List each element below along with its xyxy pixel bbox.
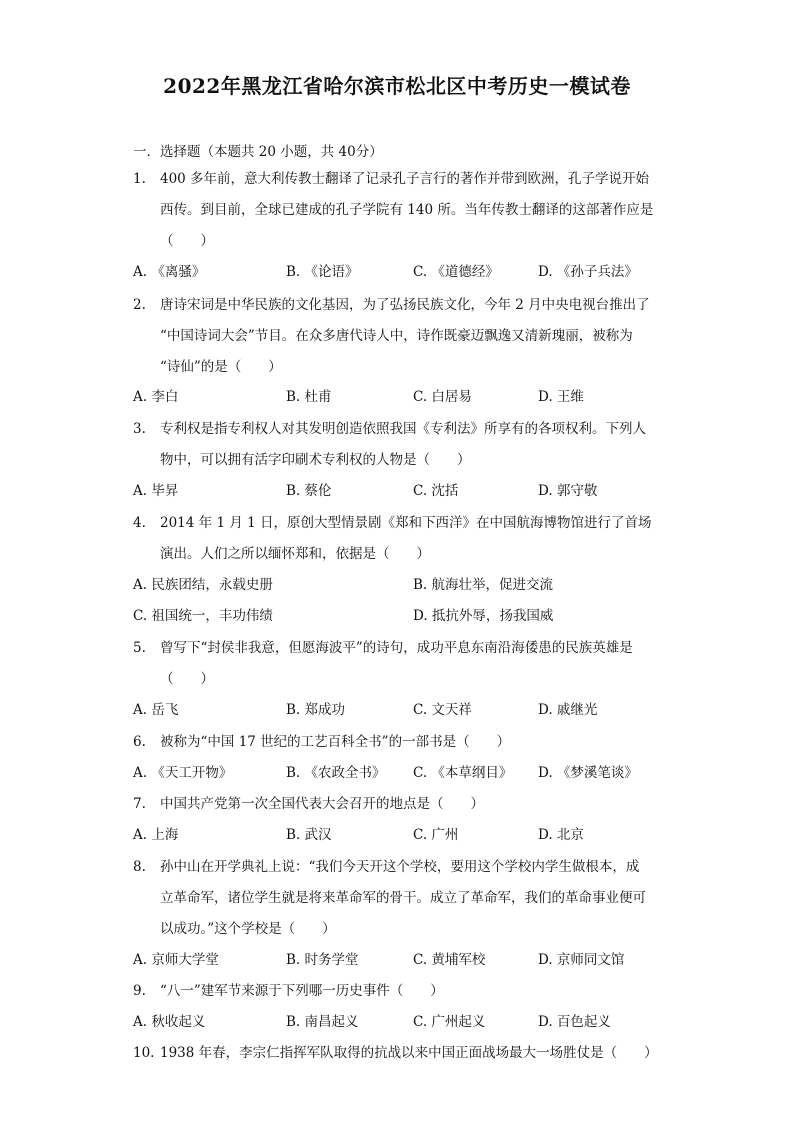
option-b[interactable]: B. 《论语》 xyxy=(286,264,359,280)
question-number: 9. xyxy=(133,983,146,999)
option-a[interactable]: A. 《离骚》 xyxy=(133,264,206,280)
option-a[interactable]: A. 岳飞 xyxy=(133,702,179,718)
question-number: 5. xyxy=(133,640,146,656)
option-b[interactable]: B. 时务学堂 xyxy=(286,952,359,968)
option-d[interactable]: D. 《孙子兵法》 xyxy=(538,264,638,280)
question-text-line: 西传。到目前，全球已建成的孔子学院有 140 所。当年传教士翻译的这部著作应是 xyxy=(160,202,654,218)
option-d[interactable]: D. 王维 xyxy=(538,389,584,405)
question-text-line: “诗仙”的是（ ） xyxy=(160,359,282,375)
option-c[interactable]: C. 祖国统一，丰功伟绩 xyxy=(133,608,273,624)
option-b[interactable]: B. 南昌起义 xyxy=(286,1014,359,1030)
question-number: 1. xyxy=(133,171,146,187)
option-a[interactable]: A. 上海 xyxy=(133,827,179,843)
question-number: 2. xyxy=(133,297,146,313)
option-d[interactable]: D. 抵抗外辱，扬我国威 xyxy=(413,608,554,624)
question-number: 3. xyxy=(133,421,146,437)
option-d[interactable]: D. 百色起义 xyxy=(538,1014,611,1030)
option-b[interactable]: B. 杜甫 xyxy=(286,389,332,405)
question-text-line: 演出。人们之所以缅怀郑和，依据是（ ） xyxy=(160,546,430,562)
question-text-line: 孙中山在开学典礼上说：“我们今天开这个学校，要用这个学校内学生做根本，成 xyxy=(160,859,640,875)
option-c[interactable]: C. 黄埔军校 xyxy=(413,952,486,968)
question-text-line: （ ） xyxy=(160,671,214,687)
option-a[interactable]: A. 《天工开物》 xyxy=(133,765,233,781)
question-text-line: “八一”建军节来源于下列哪一历史事件（ ） xyxy=(160,983,444,999)
question-text-line: “中国诗词大会”节目。在众多唐代诗人中，诗作既豪迈飘逸又清新瑰丽，被称为 xyxy=(160,328,633,344)
option-a[interactable]: A. 民族团结，永载史册 xyxy=(133,577,273,593)
option-c[interactable]: C. 广州 xyxy=(413,827,459,843)
option-a[interactable]: A. 毕昇 xyxy=(133,483,179,499)
option-c[interactable]: C. 沈括 xyxy=(413,483,459,499)
option-c[interactable]: C. 文天祥 xyxy=(413,702,472,718)
page-title: 2022年黑龙江省哈尔滨市松北区中考历史一模试卷 xyxy=(163,74,631,98)
question-text-line: 物中，可以拥有活字印刷术专利权的人物是（ ） xyxy=(160,452,471,468)
option-b[interactable]: B. 《农政全书》 xyxy=(286,765,386,781)
option-d[interactable]: D. 戚继光 xyxy=(538,702,598,718)
question-text-line: 曾写下“封侯非我意，但愿海波平”的诗句，成功平息东南沿海倭患的民族英雄是 xyxy=(160,640,633,656)
question-text-line: 以成功。”这个学校是（ ） xyxy=(160,921,336,937)
question-number: 10. xyxy=(133,1045,155,1061)
section-header: 一．选择题（本题共 20 小题，共 40分） xyxy=(133,144,383,160)
option-c[interactable]: C. 广州起义 xyxy=(413,1014,486,1030)
option-c[interactable]: C. 白居易 xyxy=(413,389,472,405)
question-text-line: 唐诗宋词是中华民族的文化基因，为了弘扬民族文化，今年 2 月中央电视台推出了 xyxy=(160,297,650,313)
option-b[interactable]: B. 航海壮举，促进交流 xyxy=(413,577,554,593)
option-d[interactable]: D. 北京 xyxy=(538,827,584,843)
question-text-line: （ ） xyxy=(160,233,214,249)
question-text-line: 1938 年春，李宗仁指挥军队取得的抗战以来中国正面战场最大一场胜仗是（ ） xyxy=(160,1045,658,1061)
option-a[interactable]: A. 李白 xyxy=(133,389,179,405)
option-a[interactable]: A. 京师大学堂 xyxy=(133,952,219,968)
option-b[interactable]: B. 武汉 xyxy=(286,827,332,843)
option-d[interactable]: D. 京师同文馆 xyxy=(538,952,625,968)
option-a[interactable]: A. 秋收起义 xyxy=(133,1014,206,1030)
option-b[interactable]: B. 蔡伦 xyxy=(286,483,332,499)
option-d[interactable]: D. 《梦溪笔谈》 xyxy=(538,765,638,781)
question-text-line: 立革命军，诸位学生就是将来革命军的骨干。成立了革命军，我们的革命事业便可 xyxy=(160,890,646,906)
question-text-line: 被称为“中国 17 世纪的工艺百科全书”的一部书是（ ） xyxy=(160,734,511,750)
question-text-line: 中国共产党第一次全国代表大会召开的地点是（ ） xyxy=(160,796,484,812)
question-number: 6. xyxy=(133,734,146,750)
question-text-line: 专利权是指专利权人对其发明创造依照我国《专利法》所享有的各项权利。下列人 xyxy=(160,421,646,437)
option-d[interactable]: D. 郭守敬 xyxy=(538,483,598,499)
question-number: 8. xyxy=(133,859,146,875)
question-text-line: 400 多年前，意大利传教士翻译了记录孔子言行的著作并带到欧洲，孔子学说开始 xyxy=(160,171,650,187)
option-c[interactable]: C. 《本草纲目》 xyxy=(413,765,513,781)
question-number: 7. xyxy=(133,796,146,812)
question-number: 4. xyxy=(133,515,146,531)
option-c[interactable]: C. 《道德经》 xyxy=(413,264,499,280)
option-b[interactable]: B. 郑成功 xyxy=(286,702,346,718)
question-text-line: 2014 年 1 月 1 日，原创大型情景剧《郑和下西洋》在中国航海博物馆进行了首场 xyxy=(160,515,652,531)
